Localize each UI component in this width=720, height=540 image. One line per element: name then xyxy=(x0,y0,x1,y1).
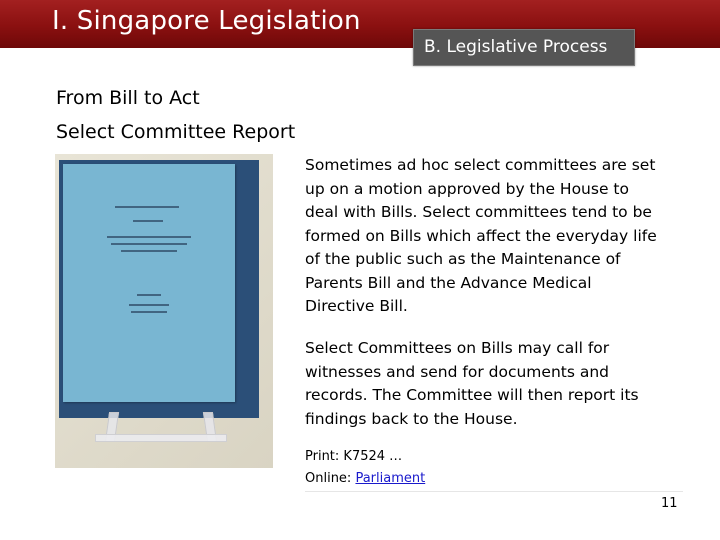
report-cover-text-line xyxy=(137,294,161,296)
section-label: B. Legislative Process xyxy=(424,37,608,57)
online-label: Online: xyxy=(305,471,356,486)
subheading: Select Committee Report xyxy=(56,121,296,143)
report-cover-text-line xyxy=(133,220,163,222)
report-cover-text-line xyxy=(111,243,187,245)
heading: From Bill to Act xyxy=(56,87,200,109)
report-cover-text-line xyxy=(107,236,191,238)
paragraph-select-committees: Sometimes ad hoc select committees are set up on a motion approved by the House to deal with Bills. Select committees tend to be formed on Bills which affect the everyday life of the public such as the Maintenance of Parents Bill and the Advance Medical Directive Bill. xyxy=(305,156,657,315)
report-photo xyxy=(55,154,273,468)
report-cover-text-line xyxy=(115,206,179,208)
print-call-number: Print: K7524 … xyxy=(305,449,403,464)
report-cover-text-line xyxy=(131,311,167,313)
report-cover-text-line xyxy=(121,250,177,252)
parliament-link[interactable]: Parliament xyxy=(355,471,426,486)
footer-divider xyxy=(305,491,683,492)
report-cover-text-line xyxy=(129,304,169,306)
section-tab xyxy=(413,29,635,66)
report-cover xyxy=(63,164,235,402)
page-number: 11 xyxy=(661,496,678,511)
paragraph-witnesses: Select Committees on Bills may call for witnesses and send for documents and records. The Committee will then report its findings back to the House. xyxy=(305,339,639,428)
online-line xyxy=(305,471,425,486)
slide-title: I. Singapore Legislation xyxy=(52,6,361,36)
stand-base xyxy=(95,434,227,442)
